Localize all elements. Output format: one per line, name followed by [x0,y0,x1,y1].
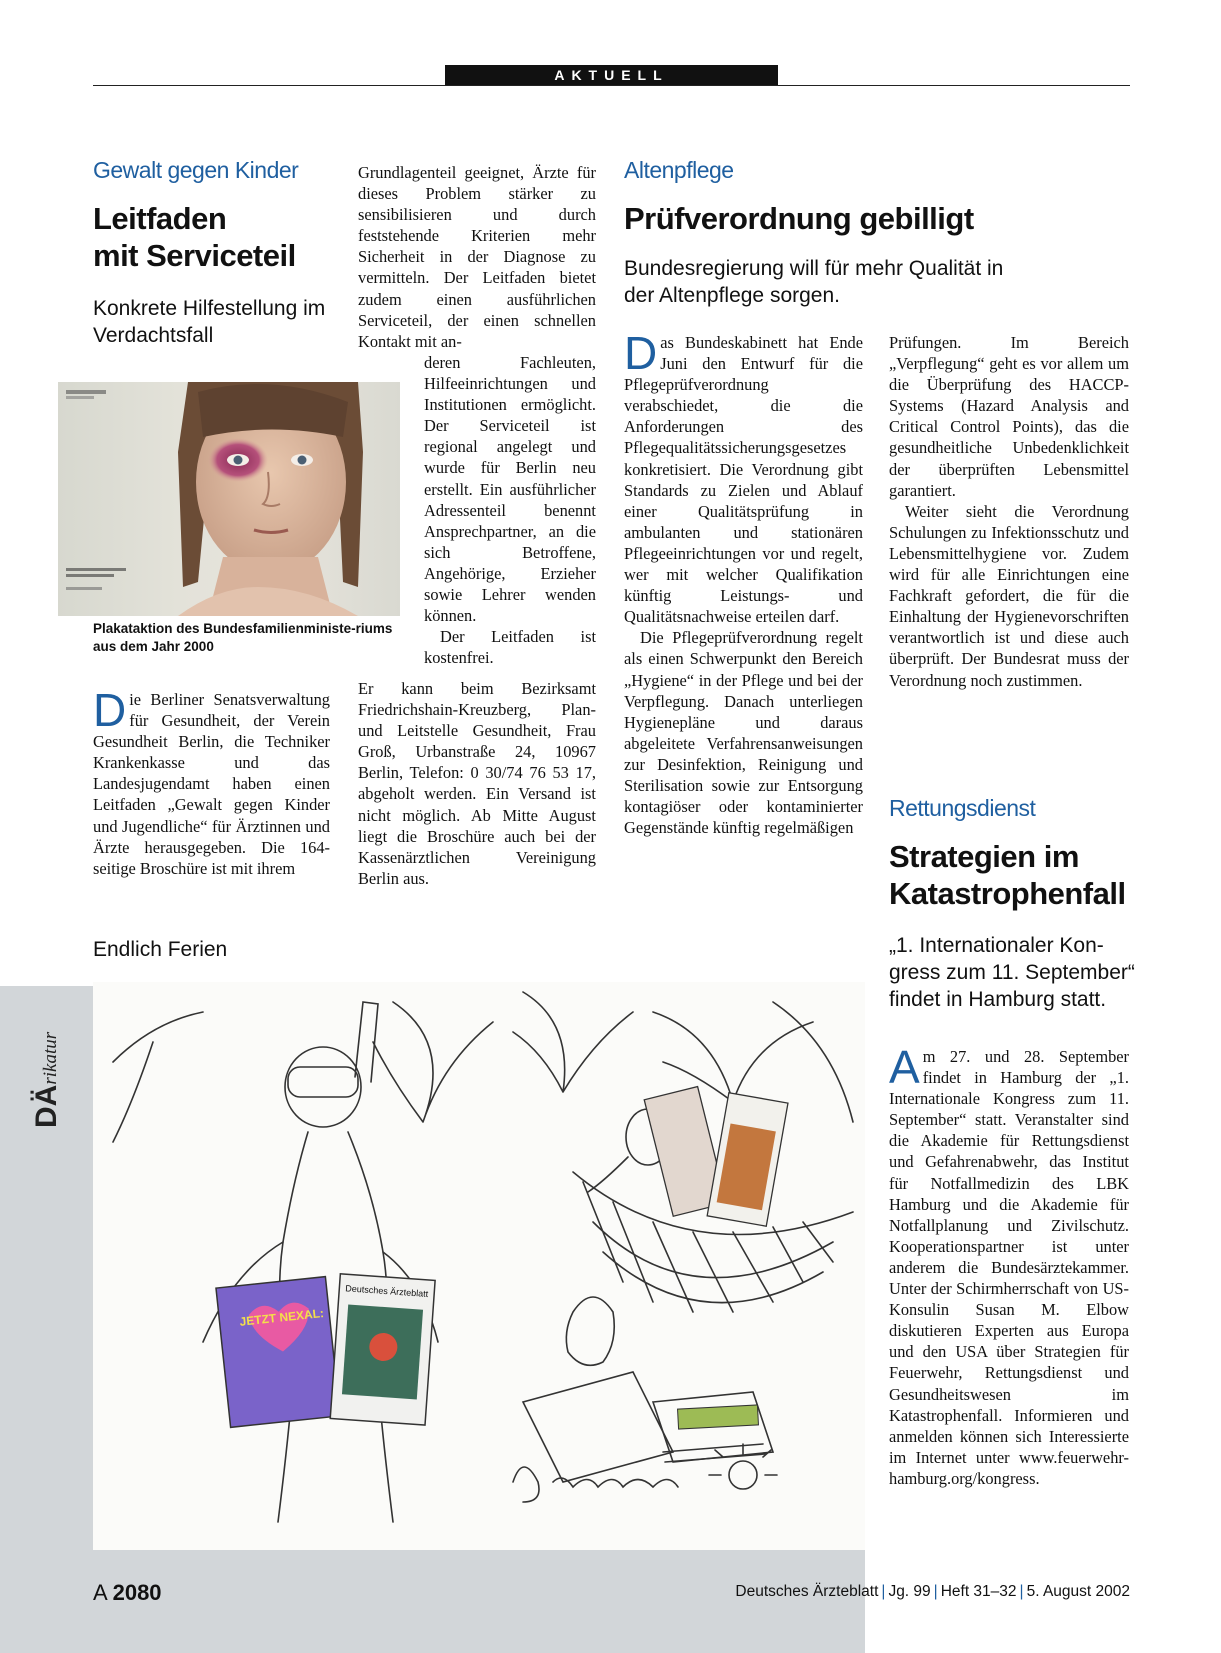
side-label-prefix: DÄ [30,1084,63,1128]
article1-headline-line2: mit Serviceteil [93,238,296,273]
article1-subhead-line1: Konkrete Hilfestellung im [93,297,326,320]
article1-body-col2-para2: deren Fachleuten, Hilfeeinrichtungen und Institutionen ermöglicht. Der Serviceteil ist regional angelegt und wurde für Berlin neu erstellt. Ein ausführlicher Adressenteil benennt Ansprechpartner, an die sich Betroffene, Angehörige, Erzieher sowie Lehrer wenden können. [424,353,596,626]
article2-subhead [624,255,1003,309]
article3-body [889,1041,1129,1489]
right-magazine-title: Deutsches Ärzteblatt [345,1283,429,1299]
article3-subhead-line1: „1. Internationaler Kon- [889,934,1104,957]
article2-body-col1 [624,327,863,838]
article2-body-col2 [889,332,1129,691]
article2-body-col1-para1: as Bundeskabinett hat Ende Juni den Entwurf für die Pflegeprüfverordnung verabschiedet, die die Anforderungen des Pflegequalitätssicherungsgesetzes konkretisiert. Die Verordnung gibt Standards zu Zielen und Ablauf einer Qualitätsprüfung in ambulanten und stationären Pflegeeinrichtungen vor und regelt, wer mit welcher Qualifikation künftig Leistungs- und Qualitätsnachweise erteilen darf. [624,333,863,627]
article2-subhead-line1: Bundesregierung will für mehr Qualität in [624,257,1004,280]
article3-subhead-line2: gress zum 11. September“ [889,961,1135,984]
journal-name: Deutsches Ärzteblatt [735,1583,879,1600]
article3-kicker: Rettungsdienst [889,795,1036,821]
article2-subhead-line2: der Altenpflege sorgen. [624,284,840,307]
page-number-value: 2080 [112,1580,162,1605]
article3-headline-line2: Katastrophenfall [889,876,1126,911]
child-portrait-image [58,382,400,616]
article3-headline-line1: Strategien im [889,839,1079,874]
campaign-photo [58,382,400,616]
article1-subhead [93,295,325,349]
photo-caption: Plakataktion des Bundesfamilienministe-riums aus dem Jahr 2000 [93,621,393,654]
article1-body-col2-para1: Grundlagenteil geeignet, Ärzte für dieses Problem stärker zu sensibilisieren und durch feststehende Kriterien mehr Sicherheit in der Diagnose zu vermitteln. Der Leitfaden bietet zudem einen ausführlichen Serviceteil, der einen schnellen Kontakt mit an- [358,163,596,351]
page-number [93,1580,162,1606]
article2-dropcap: D [624,327,658,379]
section-label: AKTUELL [445,65,778,86]
article3-subhead-line3: findet in Hamburg statt. [889,988,1107,1011]
article2-kicker: Altenpflege [624,157,734,183]
article3-body-text: m 27. und 28. September findet in Hamburg der „1. Internationale Kongress zum 11. September“ statt. Veranstalter sind die Akademie für Rettungsdienst und Gefahrenabwehr, das Institut für Notfallmedizin des LBK Hamburg und die Akademie für Notfallplanung und Zivilschutz. Kooperationspartner ist unter anderem die Bundesärztekammer. Unter der Schirmherrschaft von US-Konsulin Susan M. Elbow diskutieren Experten aus Europa und den USA über Strategien für Feuerwehr, Rettungsdienst und Gesundheitswesen im Katastrophenfall. Informieren und anmelden können sich Interessierte im Internet unter www.feuerwehr-hamburg.org/kongress. [889,1047,1129,1488]
journal-citation: Deutsches Ärzteblatt | Jg. 99 | Heft 31–32 | 5. August 2002 [735,1583,1130,1600]
article1-body-col2-bottom [358,678,596,889]
side-label-suffix: rikatur [40,1031,61,1085]
article3-dropcap: A [889,1041,920,1093]
article1-body-col2-para4: Er kann beim Bezirksamt Friedrichshain-Kreuzberg, Plan- und Leitstelle Gesundheit, Frau Groß, Urbanstraße 24, 10967 Berlin, Telefon: 0 30/74 76 53 17, abgeholt werden. Ein Versand ist nicht möglich. Ab Mitte August liegt die Broschüre auch bei der Kassenärztlichen Vereinigung Berlin aus. [358,679,596,888]
article1-subhead-line2: Verdachtsfall [93,324,214,347]
beach-cartoon-drawing [93,982,865,1550]
cartoon-illustration [93,982,865,1550]
article1-headline [93,200,296,274]
article1-dropcap: D [93,684,127,736]
article1-body-col2-top [358,162,596,352]
article2-body-col2-para2: Weiter sieht die Verordnung Schulungen zu Infektionsschutz und Lebensmittelhygiene vor. Zudem wird für alle Einrichtungen eine Fachkraft gefordert, die für die Einhaltung der Hygienevorschriften verantwortlich ist und diese auch überprüft. Der Bundesrat muss der Verordnung noch zustimmen. [889,501,1129,690]
article3-headline [889,838,1126,912]
article1-kicker: Gewalt gegen Kinder [93,157,299,183]
article3-subhead [889,932,1135,1013]
article2-body-col2-para1: Prüfungen. Im Bereich „Verpflegung“ geht es vor allem um die Überprüfung des HACCP-Systems (Hazard Analysis and Critical Control Points), das die gesundheitliche Unbedenklichkeit der überprüften Lebensmittel garantiert. [889,333,1129,500]
article2-headline: Prüfverordnung gebilligt [624,201,974,236]
article1-headline-line1: Leitfaden [93,201,227,236]
article1-body-col1-text: ie Berliner Senatsverwaltung für Gesundheit, der Verein Gesundheit Berlin, die Techniker Krankenkasse und das Landesjugendamt haben einen Leitfaden „Gewalt gegen Kinder und Jugendliche“ für Ärztinnen und Ärzte herausgegeben. Die 164-seitige Broschüre ist mit ihrem [93,690,330,878]
page-prefix: A [93,1580,107,1605]
header-rule [93,85,1130,86]
article1-body-col1 [93,684,330,879]
article2-body-col1-para2: Die Pflegeprüfverordnung regelt als einen Schwerpunkt den Bereich „Hygiene“ in der Pflege und bei der Verpflegung. Danach unterliegen Hygienepläne und daraus abgeleitete Verfahrensanweisungen zur Desinfektion, Reinigung und Sterilisation sowie zur Entsorgung kontagiöser oder kontaminierter Gegenstände künftig regelmäßigen [624,628,863,838]
journal-volume: Jg. 99 [888,1583,931,1600]
left-magazine-title: JETZT NEXAL: [238,1306,325,1329]
journal-date: 5. August 2002 [1026,1583,1130,1600]
caricature-side-label [30,1010,70,1140]
article1-body-col2-wrap [424,352,596,668]
article1-body-col2-para3: Der Leitfaden ist kostenfrei. [424,627,596,668]
journal-issue: Heft 31–32 [940,1583,1017,1600]
cartoon-title: Endlich Ferien [93,938,228,961]
